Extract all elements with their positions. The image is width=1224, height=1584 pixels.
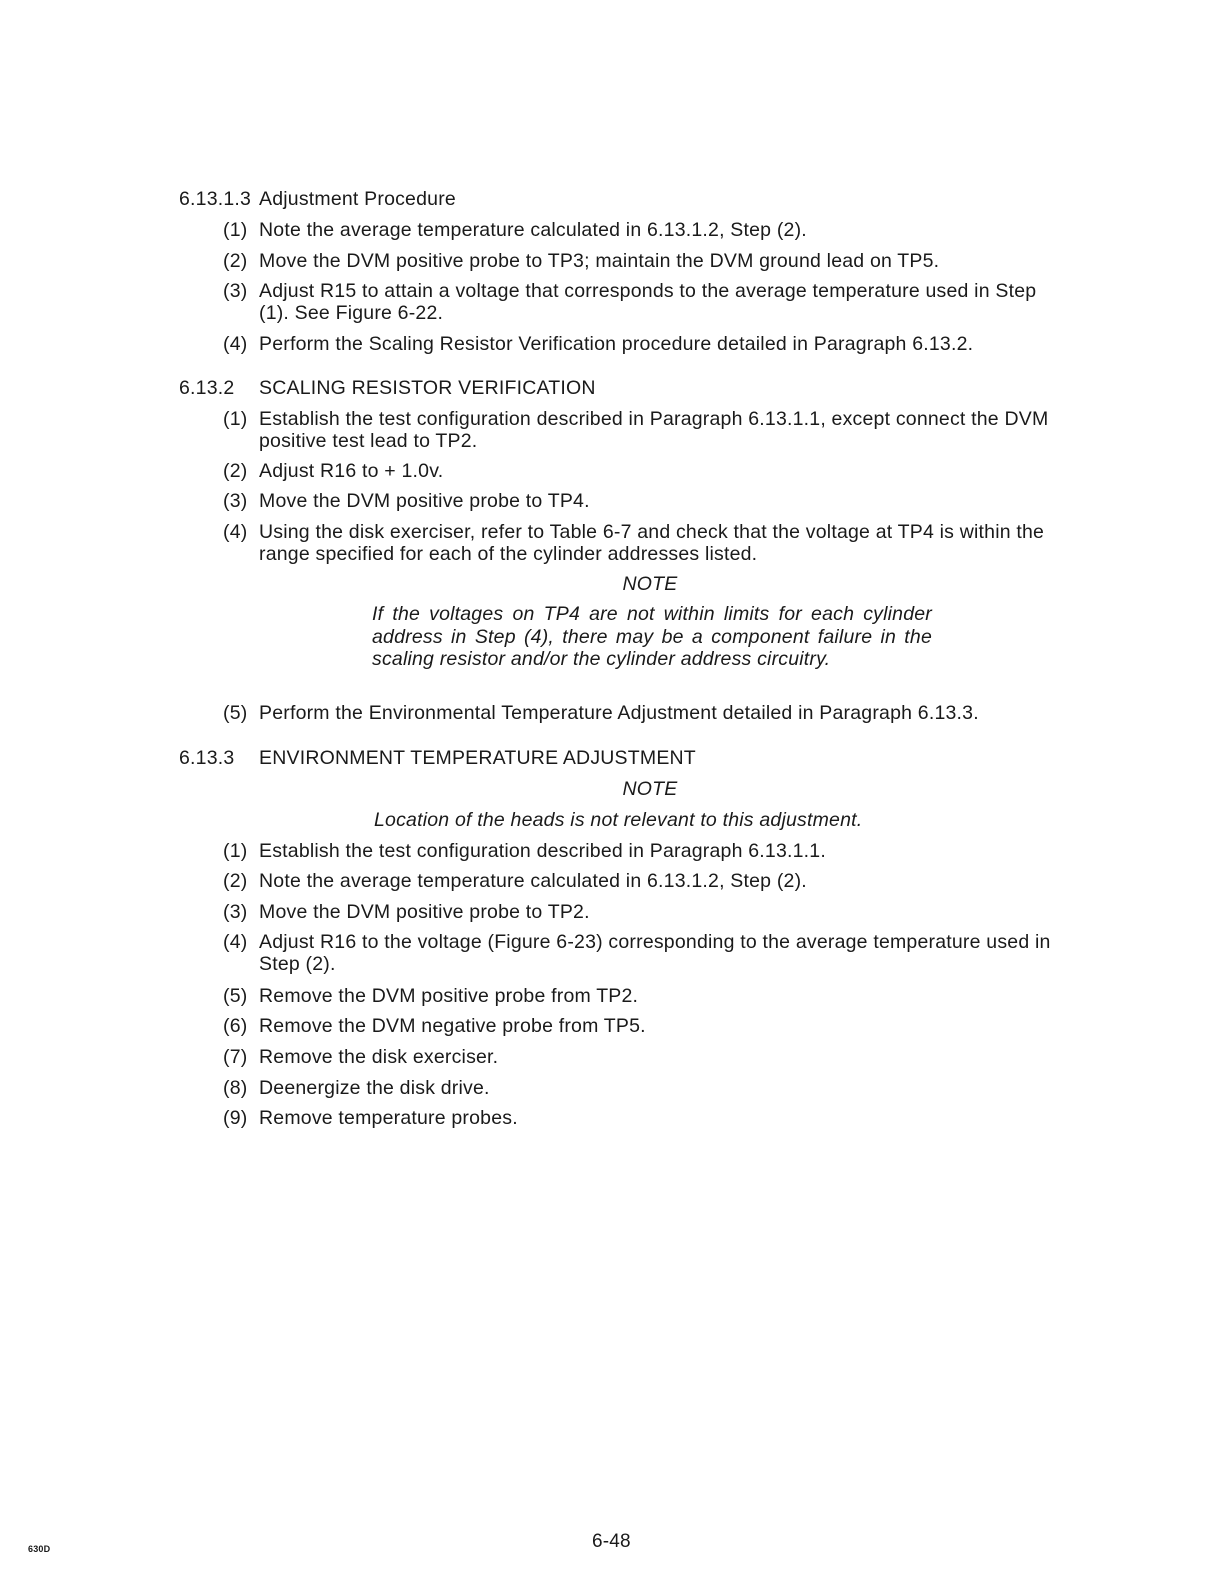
step-item (223, 1046, 1058, 1068)
step-text: Establish the test configuration described in Paragraph 6.13.1.1. (259, 840, 826, 862)
step-number: (5) (223, 702, 248, 724)
section-heading-6-13-3 (179, 747, 696, 770)
step-text: Note the average temperature calculated in 6.13.1.2, Step (2). (259, 870, 807, 892)
section-title: ENVIRONMENT TEMPERATURE ADJUSTMENT (259, 747, 696, 769)
step-text: Move the DVM positive probe to TP2. (259, 901, 590, 923)
step-item (223, 870, 1058, 892)
step-item (223, 521, 1058, 565)
step-text: Using the disk exerciser, refer to Table 6-7 and check that the voltage at TP4 is within the range specified for each of the cylinder addresses listed. (259, 521, 1045, 565)
step-number: (7) (223, 1046, 248, 1068)
step-item (223, 985, 1058, 1007)
note-text: Location of the heads is not relevant to this adjustment. (374, 809, 863, 831)
step-text: Note the average temperature calculated in 6.13.1.2, Step (2). (259, 219, 807, 241)
step-item (223, 901, 1058, 923)
step-item (223, 1107, 1058, 1129)
step-item (223, 1077, 1058, 1099)
step-number: (3) (223, 490, 248, 512)
section-number: 6.13.3 (179, 747, 235, 769)
step-number: (2) (223, 460, 248, 482)
step-text: Deenergize the disk drive. (259, 1077, 490, 1099)
step-number: (3) (223, 901, 248, 923)
step-number: (1) (223, 840, 248, 862)
step-item (223, 333, 1058, 355)
step-number: (2) (223, 870, 248, 892)
step-number: (5) (223, 985, 248, 1007)
step-number: (1) (223, 219, 248, 241)
step-item (223, 490, 1058, 512)
step-item (223, 219, 1058, 241)
step-item (223, 1015, 1058, 1037)
step-item (223, 931, 1058, 975)
step-text: Perform the Environmental Temperature Adjustment detailed in Paragraph 6.13.3. (259, 702, 979, 724)
section-heading-6-13-1-3 (179, 188, 456, 211)
step-text: Remove the DVM negative probe from TP5. (259, 1015, 646, 1037)
step-item (223, 702, 1058, 724)
section-title: Adjustment Procedure (259, 188, 456, 210)
step-text: Adjust R15 to attain a voltage that corresponds to the average temperature used in Step (1). See Figure 6-22. (259, 280, 1037, 324)
step-text: Establish the test configuration described in Paragraph 6.13.1.1, except connect the DVM positive test lead to TP2. (259, 408, 1049, 452)
document-code: 630D (28, 1544, 51, 1554)
step-item (223, 840, 1058, 862)
step-number: (2) (223, 250, 248, 272)
step-number: (6) (223, 1015, 248, 1037)
note-label: NOTE (622, 778, 678, 800)
step-number: (4) (223, 521, 248, 543)
step-text: Move the DVM positive probe to TP4. (259, 490, 590, 512)
step-text: Remove the disk exerciser. (259, 1046, 499, 1068)
step-number: (4) (223, 333, 248, 355)
section-number: 6.13.1.3 (179, 188, 252, 210)
note-text: If the voltages on TP4 are not within limits for each cylinder address in Step (4), there may be a component failure in the scaling resistor and/or the cylinder address circuitry. (372, 603, 932, 670)
step-text: Remove the DVM positive probe from TP2. (259, 985, 639, 1007)
step-text: Perform the Scaling Resistor Verification procedure detailed in Paragraph 6.13.2. (259, 333, 974, 355)
section-title: SCALING RESISTOR VERIFICATION (259, 377, 596, 399)
step-item (223, 250, 1058, 272)
step-item (223, 280, 1058, 324)
step-text: Adjust R16 to + 1.0v. (259, 460, 444, 482)
step-text: Remove temperature probes. (259, 1107, 518, 1129)
step-text: Move the DVM positive probe to TP3; maintain the DVM ground lead on TP5. (259, 250, 940, 272)
section-number: 6.13.2 (179, 377, 235, 399)
section-heading-6-13-2 (179, 377, 596, 400)
step-item (223, 408, 1058, 452)
step-number: (1) (223, 408, 248, 430)
page-number: 6-48 (592, 1531, 631, 1552)
note-label: NOTE (622, 573, 678, 595)
step-number: (9) (223, 1107, 248, 1129)
step-number: (8) (223, 1077, 248, 1099)
step-item (223, 460, 1058, 482)
step-text: Adjust R16 to the voltage (Figure 6-23) corresponding to the average temperature used in Step (2). (259, 931, 1051, 975)
step-number: (3) (223, 280, 248, 302)
step-number: (4) (223, 931, 248, 953)
